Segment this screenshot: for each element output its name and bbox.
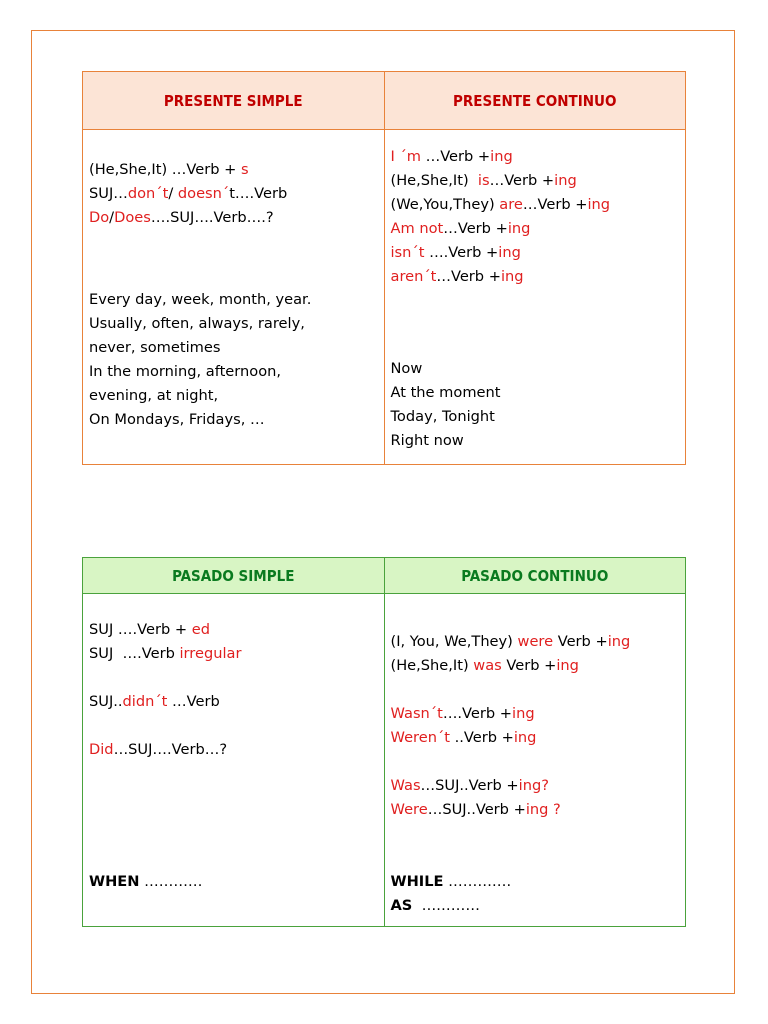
- rule-text: …Verb: [167, 693, 220, 710]
- presente-continuo-rules: [391, 145, 680, 289]
- rule-text: ….Verb +: [424, 244, 499, 261]
- rule-line: [391, 241, 680, 265]
- rule-text: …Verb +: [436, 268, 501, 285]
- highlight-text: Wasn´t: [390, 705, 443, 722]
- rule-line: [89, 158, 378, 182]
- time-expression: In the morning, afternoon,: [89, 363, 282, 380]
- as-keyword-line: [391, 894, 680, 918]
- highlight-text: are: [499, 196, 523, 213]
- highlight-text: is: [477, 172, 490, 189]
- highlight-text: Do: [89, 209, 110, 226]
- highlight-text: ing?: [518, 777, 549, 794]
- rule-line: [391, 265, 680, 289]
- rule-line: [391, 678, 680, 702]
- rule-text: …Verb +: [420, 148, 491, 165]
- header-pasado-continuo: PASADO CONTINUO: [384, 558, 686, 594]
- highlight-text: ing: [490, 148, 513, 165]
- highlight-text: ing: [513, 729, 537, 746]
- rule-line: [391, 217, 680, 241]
- rule-text: (He,She,It) …Verb +: [89, 161, 241, 178]
- rule-text: Verb +: [553, 633, 608, 650]
- header-pasado-simple: PASADO SIMPLE: [83, 558, 385, 594]
- time-expression: evening, at night,: [89, 387, 219, 404]
- rule-text: SUJ..: [89, 693, 123, 710]
- highlight-text: irregular: [179, 645, 242, 662]
- highlight-text: were: [517, 633, 554, 650]
- cell-presente-simple: [83, 130, 385, 465]
- highlight-text: ing: [500, 268, 524, 285]
- rule-line: [391, 726, 680, 750]
- rule-text: …SUJ..Verb +: [427, 801, 526, 818]
- rule-line: [89, 206, 378, 230]
- rule-line: [391, 169, 680, 193]
- highlight-text: ing ?: [525, 801, 561, 818]
- time-expression: Every day, week, month, year.: [89, 291, 312, 308]
- rule-text: /: [109, 209, 115, 226]
- rule-line: [391, 145, 680, 169]
- time-expression: Usually, often, always, rarely,: [89, 315, 305, 332]
- highlight-text: ing: [554, 172, 577, 189]
- rule-line: [391, 798, 680, 822]
- rule-text: Verb +: [501, 657, 557, 674]
- time-expression: On Mondays, Fridays, …: [89, 411, 265, 428]
- rule-text: (He,She,It): [390, 657, 474, 674]
- highlight-text: Did: [89, 741, 114, 758]
- time-expression: At the moment: [390, 384, 501, 401]
- while-keyword-line: [391, 870, 680, 894]
- as-keyword: AS: [390, 897, 413, 914]
- rule-text: …Verb +: [522, 196, 588, 213]
- rule-line: [89, 182, 378, 206]
- cell-pasado-continuo: [384, 594, 686, 927]
- rule-text: t….Verb: [229, 185, 288, 202]
- cell-presente-continuo: [384, 130, 686, 465]
- rule-line: [89, 714, 378, 738]
- as-dots: …………: [412, 897, 480, 914]
- pasado-continuo-rules: [391, 630, 680, 822]
- rule-line: [391, 654, 680, 678]
- rule-text: SUJ…: [89, 185, 128, 202]
- rule-text: ..Verb +: [449, 729, 514, 746]
- rule-text: …Verb +: [443, 220, 508, 237]
- highlight-text: Weren´t: [390, 729, 450, 746]
- highlight-text: don´t: [127, 185, 169, 202]
- highlight-text: was: [473, 657, 502, 674]
- pasado-simple-rules: [89, 618, 378, 762]
- rule-text: …Verb +: [489, 172, 555, 189]
- header-presente-simple: PRESENTE SIMPLE: [83, 72, 385, 130]
- highlight-text: ing: [607, 633, 631, 650]
- highlight-text: aren´t: [390, 268, 437, 285]
- while-keyword: WHILE: [390, 873, 444, 890]
- rule-text: ….Verb +: [442, 705, 513, 722]
- presente-simple-rules: [89, 158, 378, 230]
- time-expression: Right now: [390, 432, 464, 449]
- rule-line: [391, 774, 680, 798]
- cell-pasado-simple: [83, 594, 385, 927]
- rule-text: (I, You, We,They): [390, 633, 518, 650]
- highlight-text: ing: [507, 220, 531, 237]
- rule-line: [391, 193, 680, 217]
- while-dots: ………….: [443, 873, 512, 890]
- highlight-text: isn´t: [390, 244, 425, 261]
- rule-text: …SUJ….Verb…?: [113, 741, 228, 758]
- rule-line: [89, 666, 378, 690]
- past-tenses-table: [82, 557, 686, 927]
- highlight-text: I ´m: [390, 148, 421, 165]
- rule-line: [391, 630, 680, 654]
- when-keyword: WHEN: [89, 873, 140, 890]
- highlight-text: ing: [587, 196, 611, 213]
- highlight-text: s: [240, 161, 249, 178]
- highlight-text: doesn´: [177, 185, 230, 202]
- highlight-text: Am not: [390, 220, 444, 237]
- rule-text: (He,She,It): [390, 172, 478, 189]
- rule-line: [89, 738, 378, 762]
- highlight-text: didn´t: [122, 693, 168, 710]
- presente-simple-time-expressions: [89, 288, 378, 432]
- presente-continuo-time-expressions: [391, 357, 680, 453]
- time-expression: Now: [390, 360, 423, 377]
- highlight-text: Was: [390, 777, 421, 794]
- rule-text: …SUJ..Verb +: [420, 777, 519, 794]
- highlight-text: ing: [498, 244, 521, 261]
- highlight-text: Were: [390, 801, 428, 818]
- rule-line: [391, 702, 680, 726]
- rule-line: [89, 618, 378, 642]
- header-presente-continuo: PRESENTE CONTINUO: [384, 72, 686, 130]
- present-tenses-table: [82, 71, 686, 465]
- when-dots: …………: [139, 873, 203, 890]
- rule-line: [391, 750, 680, 774]
- rule-text: ….SUJ….Verb….?: [150, 209, 274, 226]
- highlight-text: ing: [512, 705, 535, 722]
- rule-line: [89, 642, 378, 666]
- time-expression: Today, Tonight: [390, 408, 495, 425]
- time-expression: never, sometimes: [89, 339, 221, 356]
- rule-text: SUJ ….Verb: [89, 645, 180, 662]
- rule-text: SUJ ….Verb +: [89, 621, 192, 638]
- rule-line: [89, 690, 378, 714]
- when-keyword-line: [89, 870, 378, 894]
- rule-text: /: [168, 185, 178, 202]
- highlight-text: ing: [556, 657, 579, 674]
- rule-text: (We,You,They): [390, 196, 500, 213]
- highlight-text: Does: [114, 209, 151, 226]
- highlight-text: ed: [191, 621, 210, 638]
